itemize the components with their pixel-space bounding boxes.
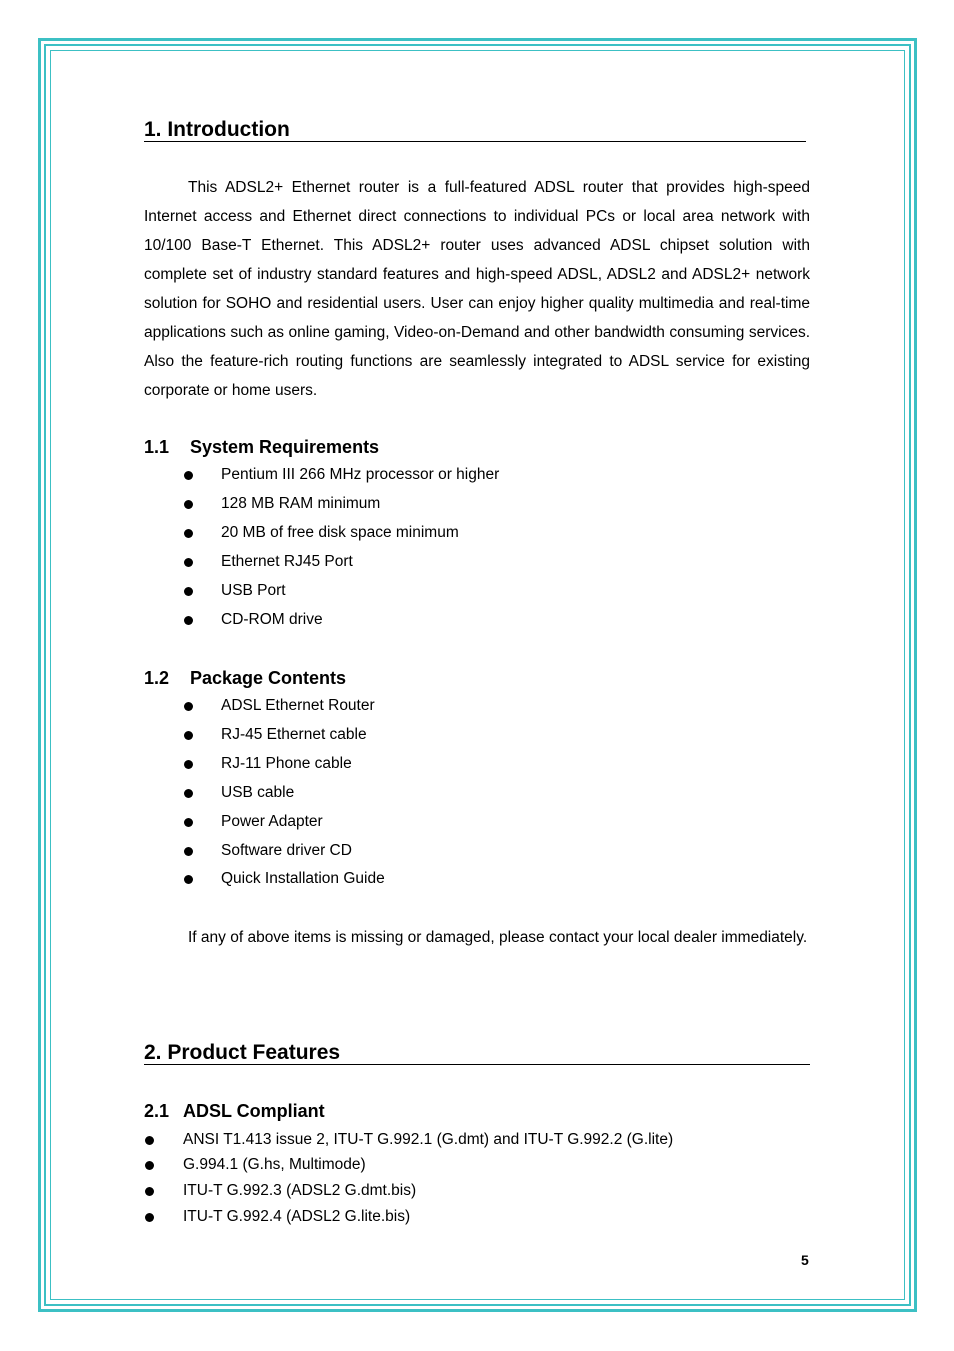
section-2-1-title: ADSL Compliant [183, 1101, 325, 1121]
section-2-heading-rule [144, 1064, 810, 1065]
list-item: Quick Installation Guide [184, 869, 385, 889]
bullet-icon [184, 500, 193, 509]
list-item: 20 MB of free disk space minimum [184, 523, 459, 543]
section-1-1-title: System Requirements [190, 437, 380, 457]
list-item: Ethernet RJ45 Port [184, 552, 353, 572]
list-item: Pentium III 266 MHz processor or higher [184, 465, 499, 485]
bullet-icon [145, 1161, 154, 1170]
list-item: RJ-11 Phone cable [184, 754, 352, 774]
bullet-icon [184, 847, 193, 856]
bullet-icon [184, 702, 193, 711]
bullet-icon [145, 1136, 154, 1145]
bullet-icon [184, 731, 193, 740]
bullet-icon [145, 1213, 154, 1222]
section-1-heading-rule [144, 141, 806, 142]
missing-items-note: If any of above items is missing or damaged, please contact your local dealer immediately. [188, 929, 808, 946]
bullet-icon [145, 1187, 154, 1196]
list-item: ANSI T1.413 issue 2, ITU-T G.992.1 (G.dmt) and ITU-T G.992.2 (G.lite) [145, 1130, 673, 1150]
list-item: CD-ROM drive [184, 610, 323, 630]
list-item: USB Port [184, 581, 286, 601]
section-1-2-heading [144, 667, 346, 689]
list-item: ITU-T G.992.4 (ADSL2 G.lite.bis) [145, 1207, 410, 1227]
bullet-icon [184, 529, 193, 538]
bullet-icon [184, 587, 193, 596]
list-item: ADSL Ethernet Router [184, 696, 375, 716]
page-number: 5 [801, 1252, 809, 1268]
list-item: 128 MB RAM minimum [184, 494, 380, 514]
section-1-2-number: 1.2 [144, 668, 170, 688]
bullet-icon [184, 875, 193, 884]
section-1-heading: 1. Introduction [144, 118, 290, 141]
bullet-icon [184, 471, 193, 480]
bullet-icon [184, 818, 193, 827]
section-1-1-heading [144, 436, 379, 458]
list-item: ITU-T G.992.3 (ADSL2 G.dmt.bis) [145, 1181, 416, 1201]
list-item: RJ-45 Ethernet cable [184, 725, 367, 745]
bullet-icon [184, 616, 193, 625]
intro-paragraph: This ADSL2+ Ethernet router is a full-featured ADSL router that provides high-speed Internet access and Ethernet direct connections to individual PCs or local area network with 10/100 Base-T Ethernet. This ADSL2+ router uses advanced ADSL chipset solution with complete set of industry standard features and high-speed ADSL, ADSL2 and ADSL2+ network solution for SOHO and residential users. User can enjoy higher quality multimedia and real-time applications such as online gaming, Video-on-Demand and other bandwidth consuming services. Also the feature-rich routing functions are seamlessly integrated to ADSL service for existing corporate or home users. [144, 179, 810, 399]
list-item: Software driver CD [184, 841, 352, 861]
list-item: Power Adapter [184, 812, 323, 832]
bullet-icon [184, 789, 193, 798]
section-2-heading: 2. Product Features [144, 1041, 341, 1064]
bullet-icon [184, 760, 193, 769]
section-2-1-heading [144, 1100, 325, 1122]
section-1-2-title: Package Contents [190, 668, 347, 688]
list-item: G.994.1 (G.hs, Multimode) [145, 1155, 366, 1175]
section-2-1-number: 2.1 [144, 1101, 170, 1121]
bullet-icon [184, 558, 193, 567]
section-1-1-number: 1.1 [144, 437, 170, 457]
list-item: USB cable [184, 783, 294, 803]
